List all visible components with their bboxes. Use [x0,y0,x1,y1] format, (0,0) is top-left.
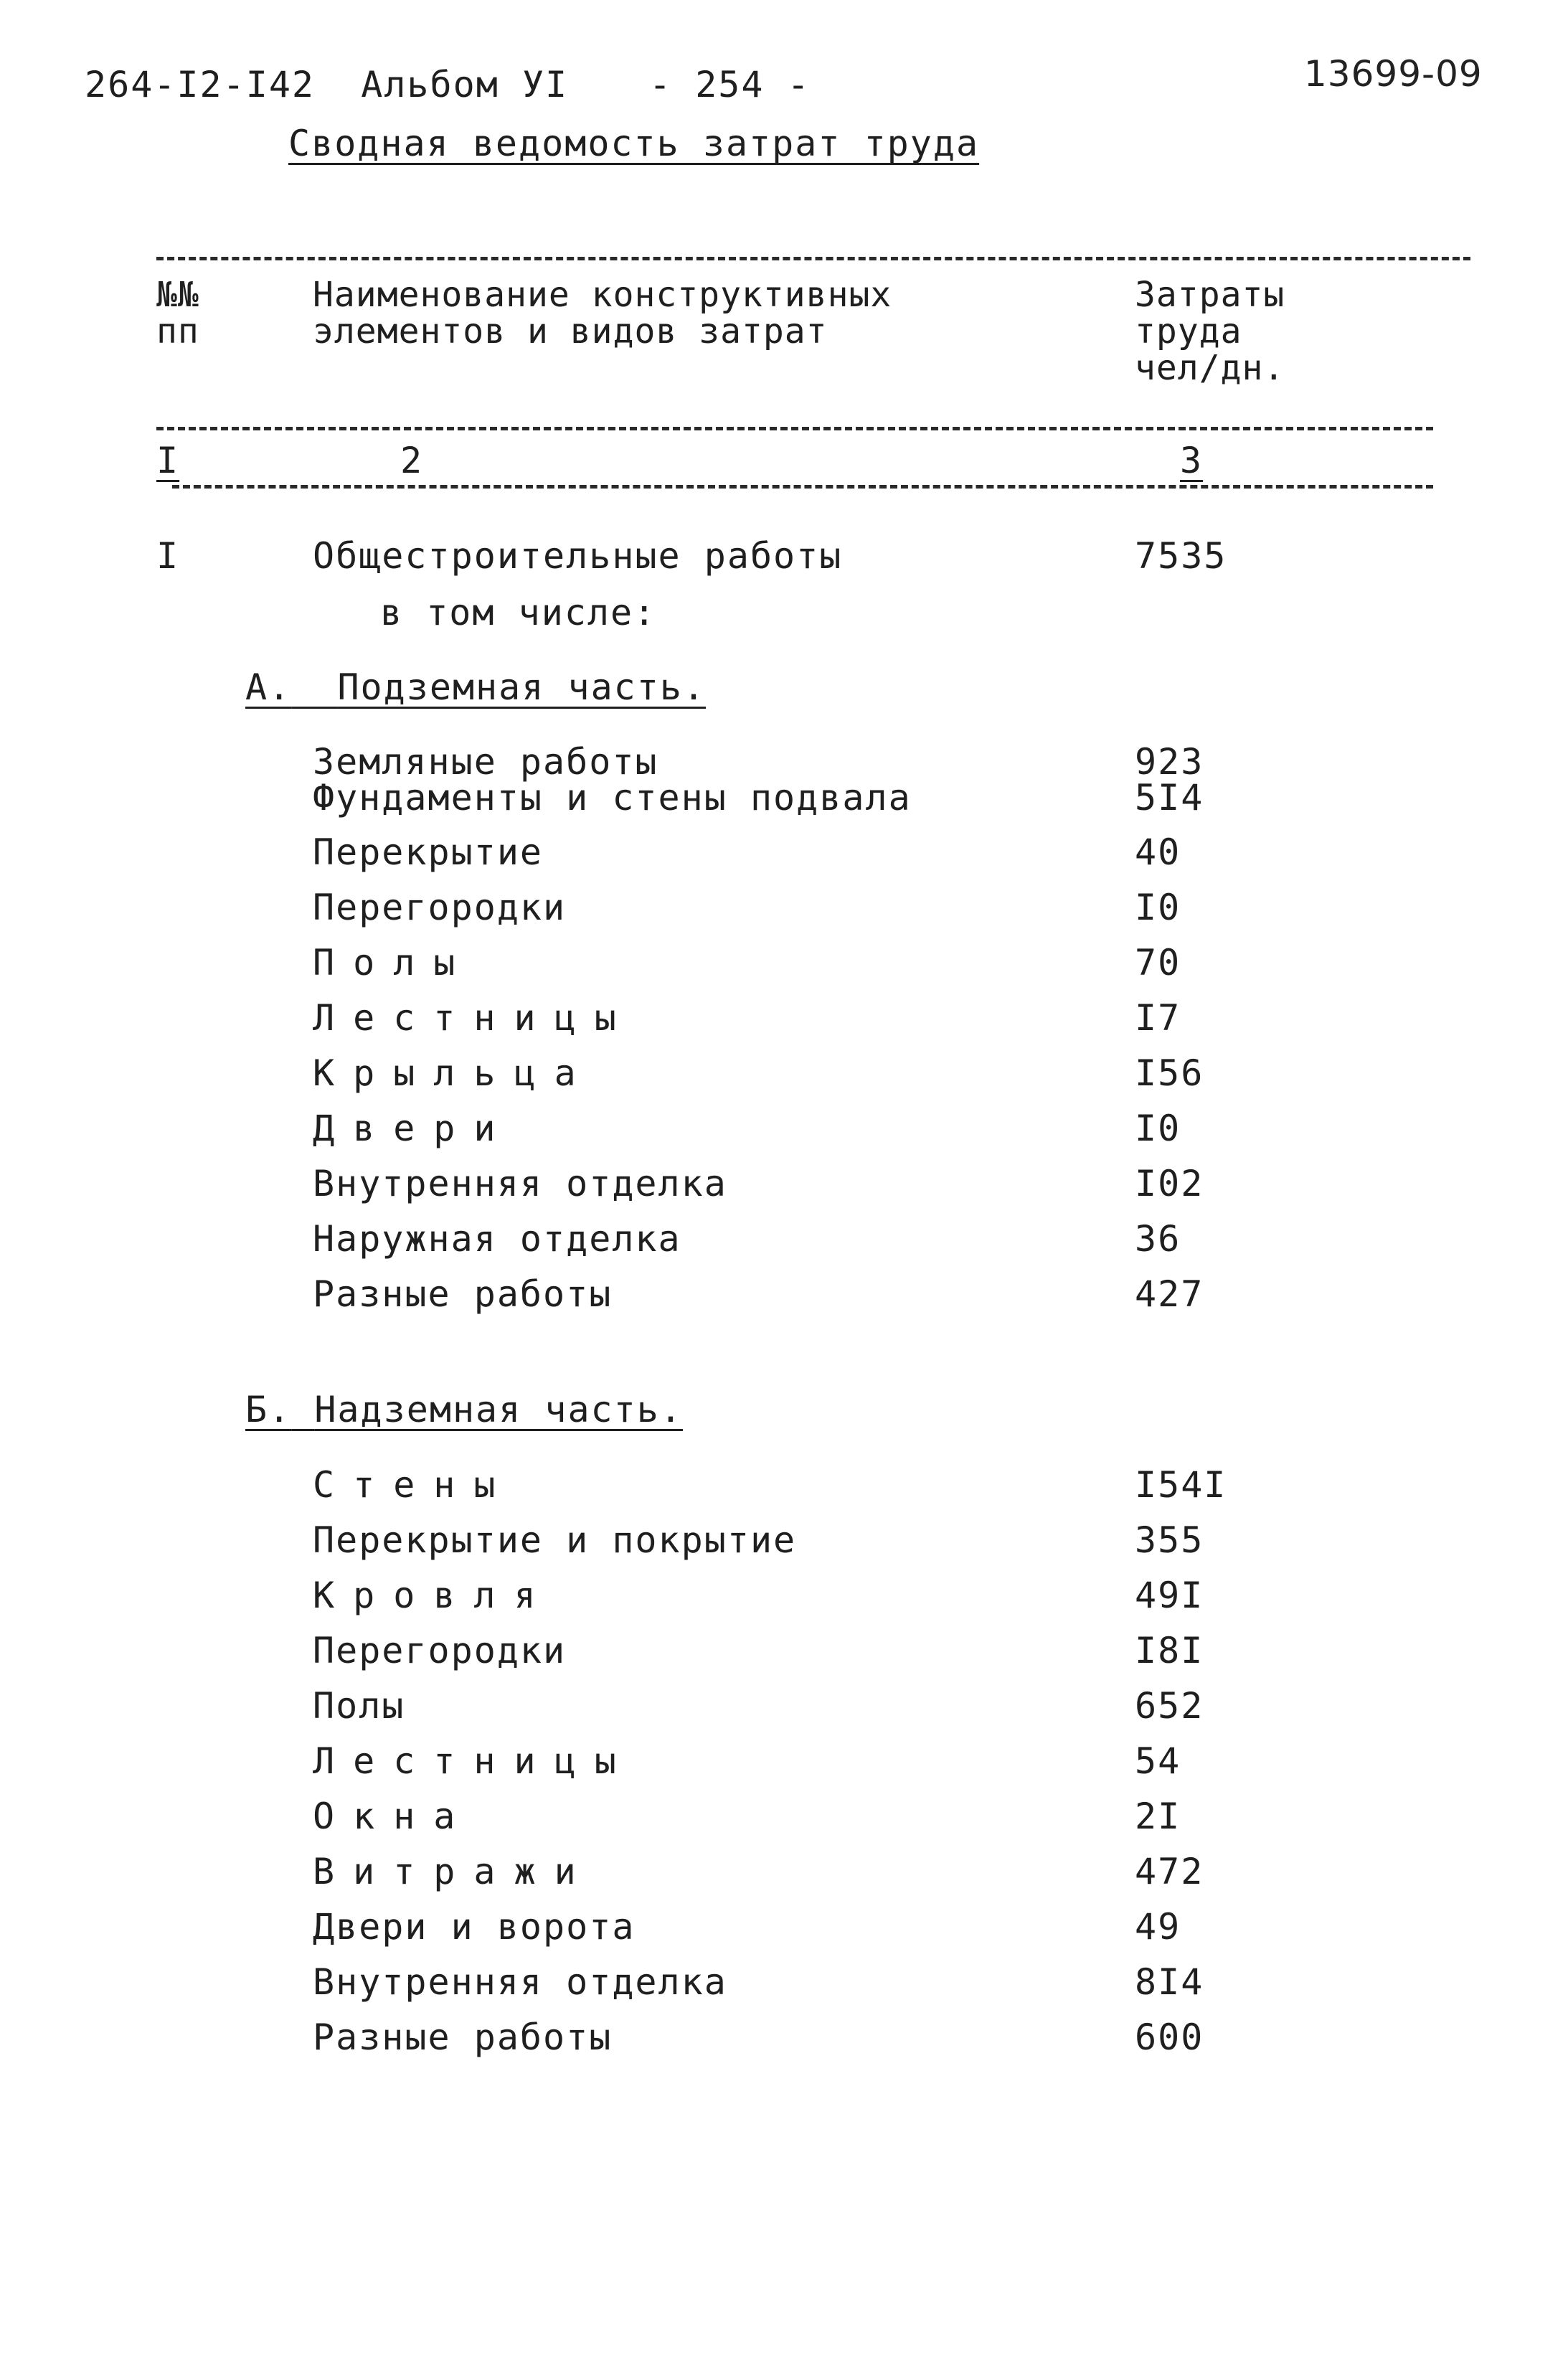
list-item-name: Наружная отделка [313,1218,681,1260]
list-item-name: Витражи [313,1851,595,1892]
col2-header-line1: Наименование конструктивных [313,275,892,315]
list-item-name: Кровля [313,1575,554,1616]
list-item-value: 472 [1135,1851,1204,1892]
list-item-name: Стены [313,1464,514,1506]
column-number-1: I [156,440,180,481]
list-item-value: 5I4 [1135,777,1204,818]
list-item-value: 49I [1135,1575,1204,1616]
list-item-value: 2I [1135,1796,1181,1837]
list-item-value: 70 [1135,942,1181,983]
section-a-title-text: Подземная часть. [337,666,707,708]
list-item-name: Перегородки [313,1630,567,1671]
section-a-title [245,666,706,709]
list-item-value: 49 [1135,1906,1181,1948]
list-item-name: Двери [313,1108,514,1149]
section-b-title [245,1388,683,1431]
column-number-2: 2 [400,440,424,481]
list-item-name: Крыльца [313,1052,595,1094]
list-item-value: 923 [1135,741,1204,783]
table-header-rule [156,427,1433,430]
list-item-name: Лестницы [313,997,635,1039]
list-item-value: 54 [1135,1740,1181,1782]
list-item-value: 8I4 [1135,1961,1204,2003]
list-item-name: Разные работы [313,1273,613,1315]
list-item-name: Окна [313,1796,474,1837]
page-number: - 254 - [649,64,811,105]
table-top-rule [156,257,1470,260]
list-item-value: 355 [1135,1519,1204,1561]
col1-header-line2: пп [156,311,199,352]
section-b-letter: Б. [245,1389,292,1430]
col3-header-line2: труда [1135,311,1242,352]
col3-header-line1: Затраты [1135,275,1285,315]
list-item-value: I56 [1135,1052,1204,1094]
list-item-name: Перекрытие [313,831,544,873]
main-row-name: Общестроительные работы [313,535,843,577]
list-item-name: Разные работы [313,2016,613,2058]
list-item-value: I0 [1135,1108,1181,1149]
list-item-value: I54I [1135,1464,1227,1506]
list-item-value: I7 [1135,997,1181,1039]
list-item-name: Фундаменты и стены подвала [313,777,912,818]
document-number: 13699-09 [1304,53,1483,95]
list-item-name: Перекрытие и покрытие [313,1519,797,1561]
column-number-3: 3 [1180,440,1204,481]
list-item-name: Внутренняя отделка [313,1961,727,2003]
list-item-name: Внутренняя отделка [313,1163,727,1204]
section-a-letter: А. [245,666,292,708]
list-item-value: I8I [1135,1630,1204,1671]
list-item-value: 600 [1135,2016,1204,2058]
col1-header-line1: №№ [156,275,199,315]
list-item-name: Полы [313,942,474,983]
main-row-value: 7535 [1135,535,1227,577]
list-item-value: I0 [1135,887,1181,928]
list-item-name: Земляные работы [313,741,658,783]
list-item-value: 427 [1135,1273,1204,1315]
list-item-value: I02 [1135,1163,1204,1204]
column-numbers-rule [172,485,1433,489]
col2-header-line2: элементов и видов затрат [313,311,828,352]
list-item-name: Лестницы [313,1740,635,1782]
list-item-name: Перегородки [313,887,567,928]
list-item-value: 652 [1135,1685,1204,1727]
album-reference: 264-I2-I42 Альбом УI [85,64,569,105]
document-title: Сводная ведомость затрат труда [288,123,980,164]
list-item-name: Двери и ворота [313,1906,636,1948]
main-row-number: I [156,535,180,577]
list-item-value: 40 [1135,831,1181,873]
section-b-title-text: Надземная часть. [314,1389,683,1430]
list-item-name: Полы [313,1685,405,1727]
main-row-subcaption: в том числе: [380,592,657,633]
list-item-value: 36 [1135,1218,1181,1260]
col3-header-line3: чел/дн. [1135,348,1285,388]
